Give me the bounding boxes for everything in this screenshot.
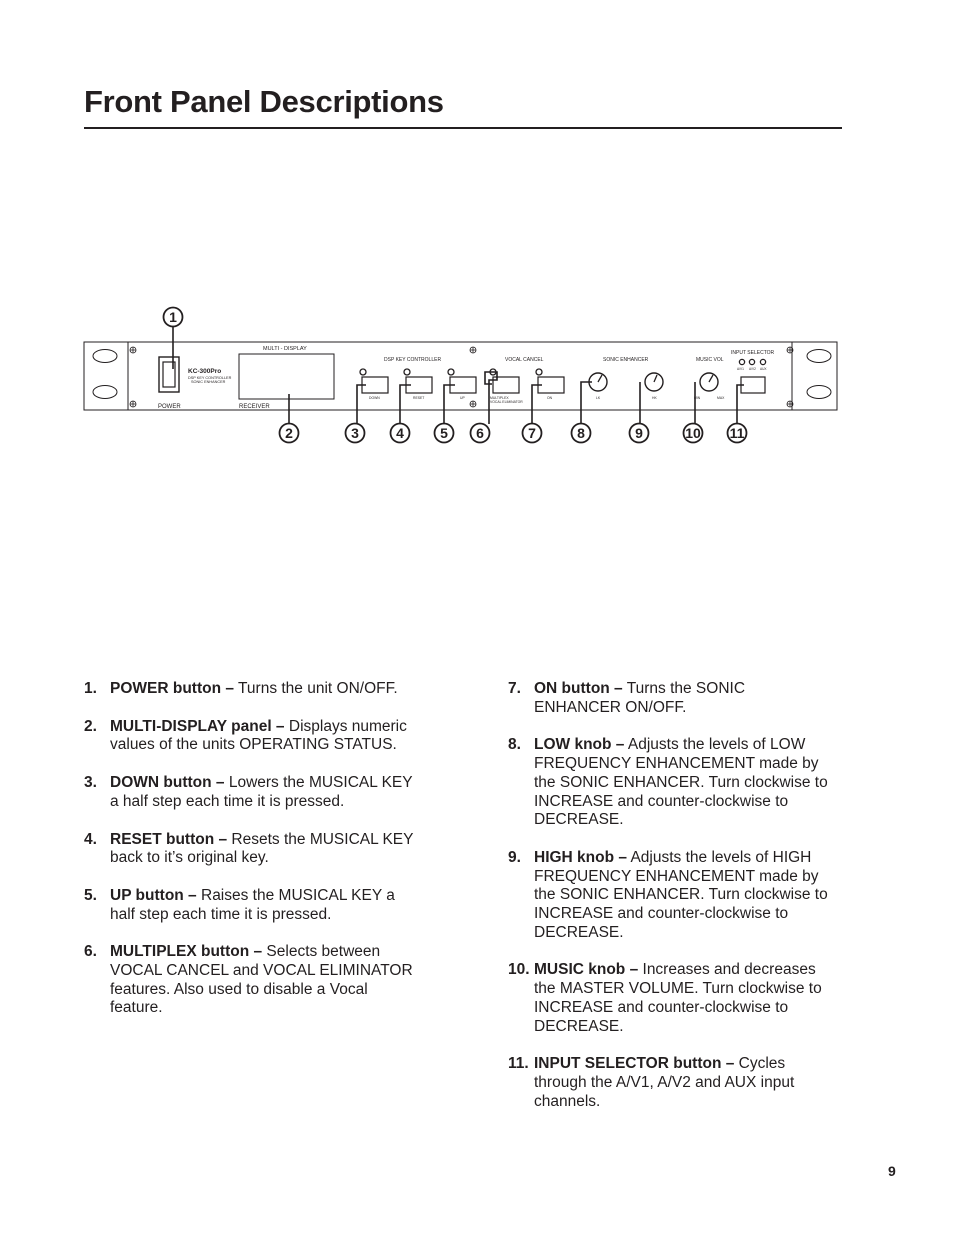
svg-text:SONIC ENHANCER: SONIC ENHANCER xyxy=(603,357,649,363)
svg-text:HK: HK xyxy=(652,396,657,400)
input-selector-button xyxy=(741,377,765,393)
descriptions-right xyxy=(508,680,828,1130)
right-rack-hole-top xyxy=(807,350,831,363)
receiver-label: RECEIVER xyxy=(239,404,270,410)
list-item: 9. HIGH knob – Adjusts the levels of HIGH FREQUENCY ENHANCEMENT made by the SONIC ENHANCER. Turn clockwise to INCREASE and counter-clockwise to DECREASE. xyxy=(508,848,828,941)
svg-text:RESET: RESET xyxy=(413,396,425,400)
list-item: 10. MUSIC knob – Increases and decreases the MASTER VOLUME. Turn clockwise to INCREASE and counter-clockwise to DECREASE. xyxy=(508,961,822,1035)
power-label: POWER xyxy=(158,404,181,410)
svg-text:A/V1: A/V1 xyxy=(737,367,744,371)
right-rack-hole-bottom xyxy=(807,386,831,399)
svg-text:INPUT SELECTOR: INPUT SELECTOR xyxy=(731,350,775,356)
callout-3: 3 xyxy=(351,425,359,441)
multi-display-label: MULTI - DISPLAY xyxy=(263,346,307,352)
page-number: 9 xyxy=(888,1163,896,1179)
svg-text:DOWN: DOWN xyxy=(369,396,380,400)
svg-text:UP: UP xyxy=(460,396,465,400)
list-item: 7. ON button – Turns the SONIC ENHANCER ON/OFF. xyxy=(508,680,746,716)
callout-6: 6 xyxy=(476,425,484,441)
svg-text:AUX: AUX xyxy=(760,367,767,371)
multi-display-panel xyxy=(239,354,334,399)
svg-text:MUSIC VOL: MUSIC VOL xyxy=(696,357,724,363)
list-item: 1. POWER button – Turns the unit ON/OFF. xyxy=(84,680,398,697)
left-rack-hole-bottom xyxy=(93,386,117,399)
callout-11: 11 xyxy=(729,425,745,441)
list-item: 11. INPUT SELECTOR button – Cycles through the A/V1, A/V2 and AUX input channels. xyxy=(508,1055,795,1110)
brand-logo: KC-300Pro xyxy=(188,368,222,375)
callout-10: 10 xyxy=(685,425,701,441)
list-item: 8. LOW knob – Adjusts the levels of LOW FREQUENCY ENHANCEMENT made by the SONIC ENHANCER. Turn clockwise to INCREASE and counter-clockwise to DECREASE. xyxy=(508,736,828,829)
callout-5: 5 xyxy=(440,425,448,441)
callout-7: 7 xyxy=(528,425,536,441)
title-rule xyxy=(84,127,842,129)
svg-text:A/V2: A/V2 xyxy=(749,367,756,371)
list-item: 4. RESET button – Resets the MUSICAL KEY back to it’s original key. xyxy=(84,830,414,867)
svg-text:ON: ON xyxy=(547,396,553,400)
list-item: 5. UP button – Raises the MUSICAL KEY a half step each time it is pressed. xyxy=(84,886,395,923)
svg-text:LK: LK xyxy=(596,396,601,400)
list-item: 6. MULTIPLEX button – Selects between VOCAL CANCEL and VOCAL ELIMINATOR features. Also used to disable a Vocal feature. xyxy=(84,943,413,1017)
list-item: 2. MULTI-DISPLAY panel – Displays numeric values of the units OPERATING STATUS. xyxy=(84,717,407,754)
front-panel-diagram xyxy=(80,300,840,450)
svg-text:VOCAL CANCEL: VOCAL CANCEL xyxy=(505,357,544,363)
page-title: Front Panel Descriptions xyxy=(84,84,444,119)
svg-text:DSP KEY CONTROLLER: DSP KEY CONTROLLER xyxy=(384,357,442,363)
descriptions-left xyxy=(84,680,424,1037)
svg-text:DSP KEY CONTROLLER: DSP KEY CONTROLLER xyxy=(188,376,232,380)
callout-2: 2 xyxy=(285,425,293,441)
list-item: 3. DOWN button – Lowers the MUSICAL KEY a half step each time it is pressed. xyxy=(84,774,413,810)
left-rack-hole-top xyxy=(93,350,117,363)
svg-text:SONIC ENHANCER: SONIC ENHANCER xyxy=(191,380,226,384)
svg-text:MIN: MIN xyxy=(694,396,701,400)
callout-4: 4 xyxy=(396,425,404,441)
svg-text:VOCAL ELIMINATOR: VOCAL ELIMINATOR xyxy=(490,400,523,404)
svg-text:MAX: MAX xyxy=(717,396,725,400)
callout-1: 1 xyxy=(169,309,177,325)
callout-9: 9 xyxy=(635,425,643,441)
svg-text:MULTIPLEX: MULTIPLEX xyxy=(490,396,509,400)
callout-8: 8 xyxy=(577,425,585,441)
